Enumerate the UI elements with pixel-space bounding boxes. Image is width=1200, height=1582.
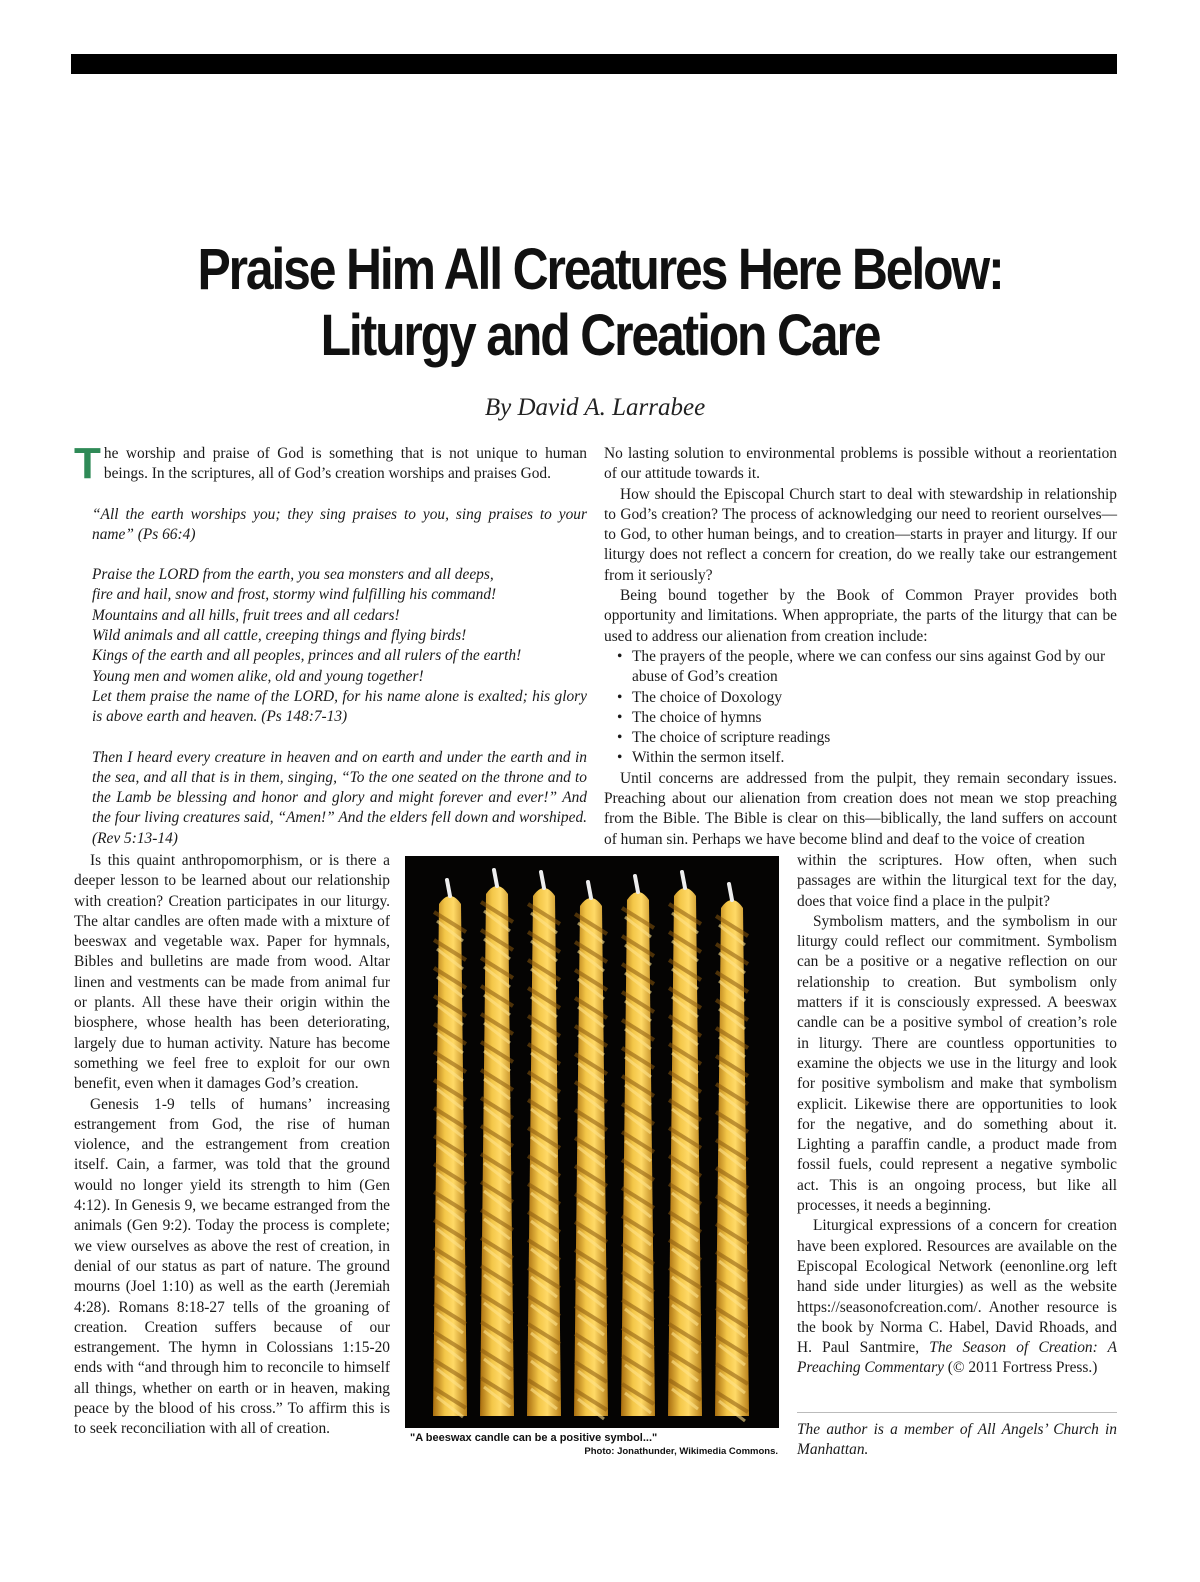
author-note — [797, 1420, 1117, 1461]
body-paragraph: Liturgical expressions of a concern for creation have been explored. Resources are available on the Episcopal Ecological Network (eenonline.org left hand side under liturgies) as well as the website https://seasonofcreation.com/. Another resource is the book by Norma C. Habel, David Rhoads, and H. Paul Santmire, The Season of Creation: A Preaching Commentary (© 2011 Fortress Press.) — [797, 1217, 1118, 1377]
book-title: The Season of Creation: A Preaching Commentary — [797, 1339, 1118, 1377]
candle-body — [668, 888, 702, 1416]
photo-credit: Photo: Jonathunder, Wikimedia Commons. — [584, 1446, 778, 1457]
left-column-top — [74, 439, 587, 849]
candles-illustration — [405, 856, 779, 1428]
quote-psalm-148 — [92, 565, 587, 727]
list-item: • Within the sermon itself. — [617, 749, 785, 767]
list-item: • The prayers of the people, where we can confess our sins against God by our abuse of God’s creation — [617, 647, 1106, 686]
candle — [621, 876, 655, 1416]
candle — [574, 882, 608, 1419]
body-paragraph: How should the Episcopal Church start to deal with stewardship in relationship to God’s creation? The process of acknowledging our need to reorient ourselves—to God, to other human beings, and to creation—starts in prayer and liturgy. If our liturgy does not reflect a concern for creation, do we really take our estrangement from it seriously? — [604, 485, 1117, 584]
psalm-line: Mountains and all hills, fruit trees and all cedars! — [92, 606, 400, 624]
psalm-line: Praise the LORD from the earth, you sea monsters and all deeps, — [92, 566, 494, 584]
intro-text: he worship and praise of God is something that is not unique to human beings. In the scriptures, all of God’s creation worships and praises God. — [103, 445, 587, 483]
author-note-text: The author is a member of All Angels’ Church in Manhattan. — [797, 1421, 1117, 1459]
body-paragraph: Being bound together by the Book of Common Prayer provides both opportunity and limitations. When appropriate, the parts of the liturgy that can be used to address our alienation from creation include: — [604, 587, 1117, 645]
note-divider — [797, 1412, 1117, 1413]
psalm-line: Young men and women alike, old and young together! — [92, 667, 424, 685]
candles-photo — [405, 856, 779, 1428]
psalm-line: Kings of the earth and all peoples, princes and all rulers of the earth! — [92, 647, 522, 665]
drop-cap: T — [74, 439, 101, 488]
photo-caption: "A beeswax candle can be a positive symbol..." — [410, 1432, 658, 1444]
liturgy-parts-list — [604, 647, 1117, 769]
left-column-body — [74, 851, 390, 1440]
candle-wick — [494, 870, 497, 886]
list-item: • The choice of Doxology — [617, 688, 783, 706]
body-paragraph: Genesis 1-9 tells of humans’ increasing estrangement from God, the rise of human violence, and the estrangement from creation itself. Cain, a farmer, was told that the ground would no longer yield its strength to him (Gen 4:12). In Genesis 9, we became estranged from the animals (Gen 9:2). Today the process is complete; we view ourselves as above the rest of creation, in denial of our status as part of nature. The ground mourns (Joel 1:10) as well as the earth (Jeremiah 4:28). Romans 8:18-27 tells of the groaning of creation. Creation suffers because of our estrangement. The hymn in Colossians 1:15-20 ends with “and through him to reconcile to himself all things, whether on earth or in heaven, making peace by the blood of his cross.” To affirm this is to seek reconciliation with all of creation. — [74, 1095, 390, 1438]
body-paragraph: Is this quaint anthropomorphism, or is there a deeper lesson to be learned about our relationship with creation? Creation participates in our liturgy. The altar candles are often made with a mixture of beeswax and vegetable wax. Paper for hymnals, Bibles and bulletins are made from wood. Altar linen and vestments can be made from animal fur or plants. All these have their origin within the biosphere, whose health has been deteriorating, largely due to human activity. Nature has become something we feel free to exploit for our own benefit, even when it damages God’s creation. — [74, 852, 390, 1093]
candle-body — [480, 886, 514, 1416]
intro-paragraph — [74, 439, 587, 488]
candle — [715, 884, 749, 1421]
candle — [527, 872, 561, 1416]
right-column-top — [604, 444, 1117, 850]
byline: By David A. Larrabee — [484, 394, 706, 421]
candle-wick — [447, 880, 450, 896]
article-title-line1: Praise Him All Creatures Here Below: — [197, 237, 1003, 302]
body-paragraph: No lasting solution to environmental problems is possible without a reorientation of our attitude towards it. — [604, 445, 1117, 483]
candle-body — [527, 888, 561, 1416]
list-item: • The choice of scripture readings — [617, 729, 831, 747]
quote-psalm-66: “All the earth worships you; they sing praises to you, sing praises to your name” (Ps 66:4) — [92, 505, 587, 543]
candle-wick — [588, 882, 591, 898]
list-item: • The choice of hymns — [617, 708, 762, 726]
right-column-body — [797, 851, 1117, 1379]
body-paragraph: Until concerns are addressed from the pulpit, they remain secondary issues. Preaching about our alienation from creation does not mean we stop preaching from the Bible. The Bible is clear on this—biblically, the land suffers on account of human sin. Perhaps we have become blind and deaf to the voice of creation — [604, 769, 1117, 848]
candle-wick — [682, 872, 685, 888]
top-rule-bar — [71, 54, 1117, 74]
candle — [433, 880, 467, 1417]
candle — [668, 872, 702, 1416]
article-title-line2: Liturgy and Creation Care — [320, 303, 880, 368]
quote-revelation: Then I heard every creature in heaven and on earth and under the earth and in the sea, and all that is in them, singing, “To the one seated on the throne and to the Lamb be blessing and honor and glory and might forever and ever!” And the four living creatures said, “Amen!” And the elders fell down and worshiped. (Rev 5:13-14) — [92, 748, 587, 847]
body-paragraph: Symbolism matters, and the symbolism in our liturgy could reflect our commitment. Symbolism can be a positive or a negative reflection on our relationship to creation. But symbolism only matters if it is consciously expressed. A beeswax candle can be a positive symbol of creation’s role in liturgy. There are countless opportunities to examine the objects we use in the liturgy and look for positive symbolism and make that symbolism explicit. Likewise there are opportunities to look for the negative, and do something about it. Lighting a paraffin candle, a product made from fossil fuels, could represent a negative symbolic act. This is an ongoing process, but like all processes, it needs a beginning. — [797, 912, 1117, 1215]
candle-wick — [729, 884, 732, 900]
candle — [480, 870, 514, 1416]
psalm-line: Wild animals and all cattle, creeping things and flying birds! — [92, 627, 467, 645]
psalm-line: Let them praise the name of the LORD, for his name alone is exalted; his glory is above earth and heaven. (Ps 148:7-13) — [92, 687, 587, 726]
candle-wick — [541, 872, 544, 888]
body-paragraph: within the scriptures. How often, when such passages are within the liturgical text for the day, does that voice find a place in the pulpit? — [797, 852, 1117, 910]
psalm-line: fire and hail, snow and frost, stormy wind fulfilling his command! — [92, 586, 497, 604]
candle-wick — [635, 876, 638, 892]
